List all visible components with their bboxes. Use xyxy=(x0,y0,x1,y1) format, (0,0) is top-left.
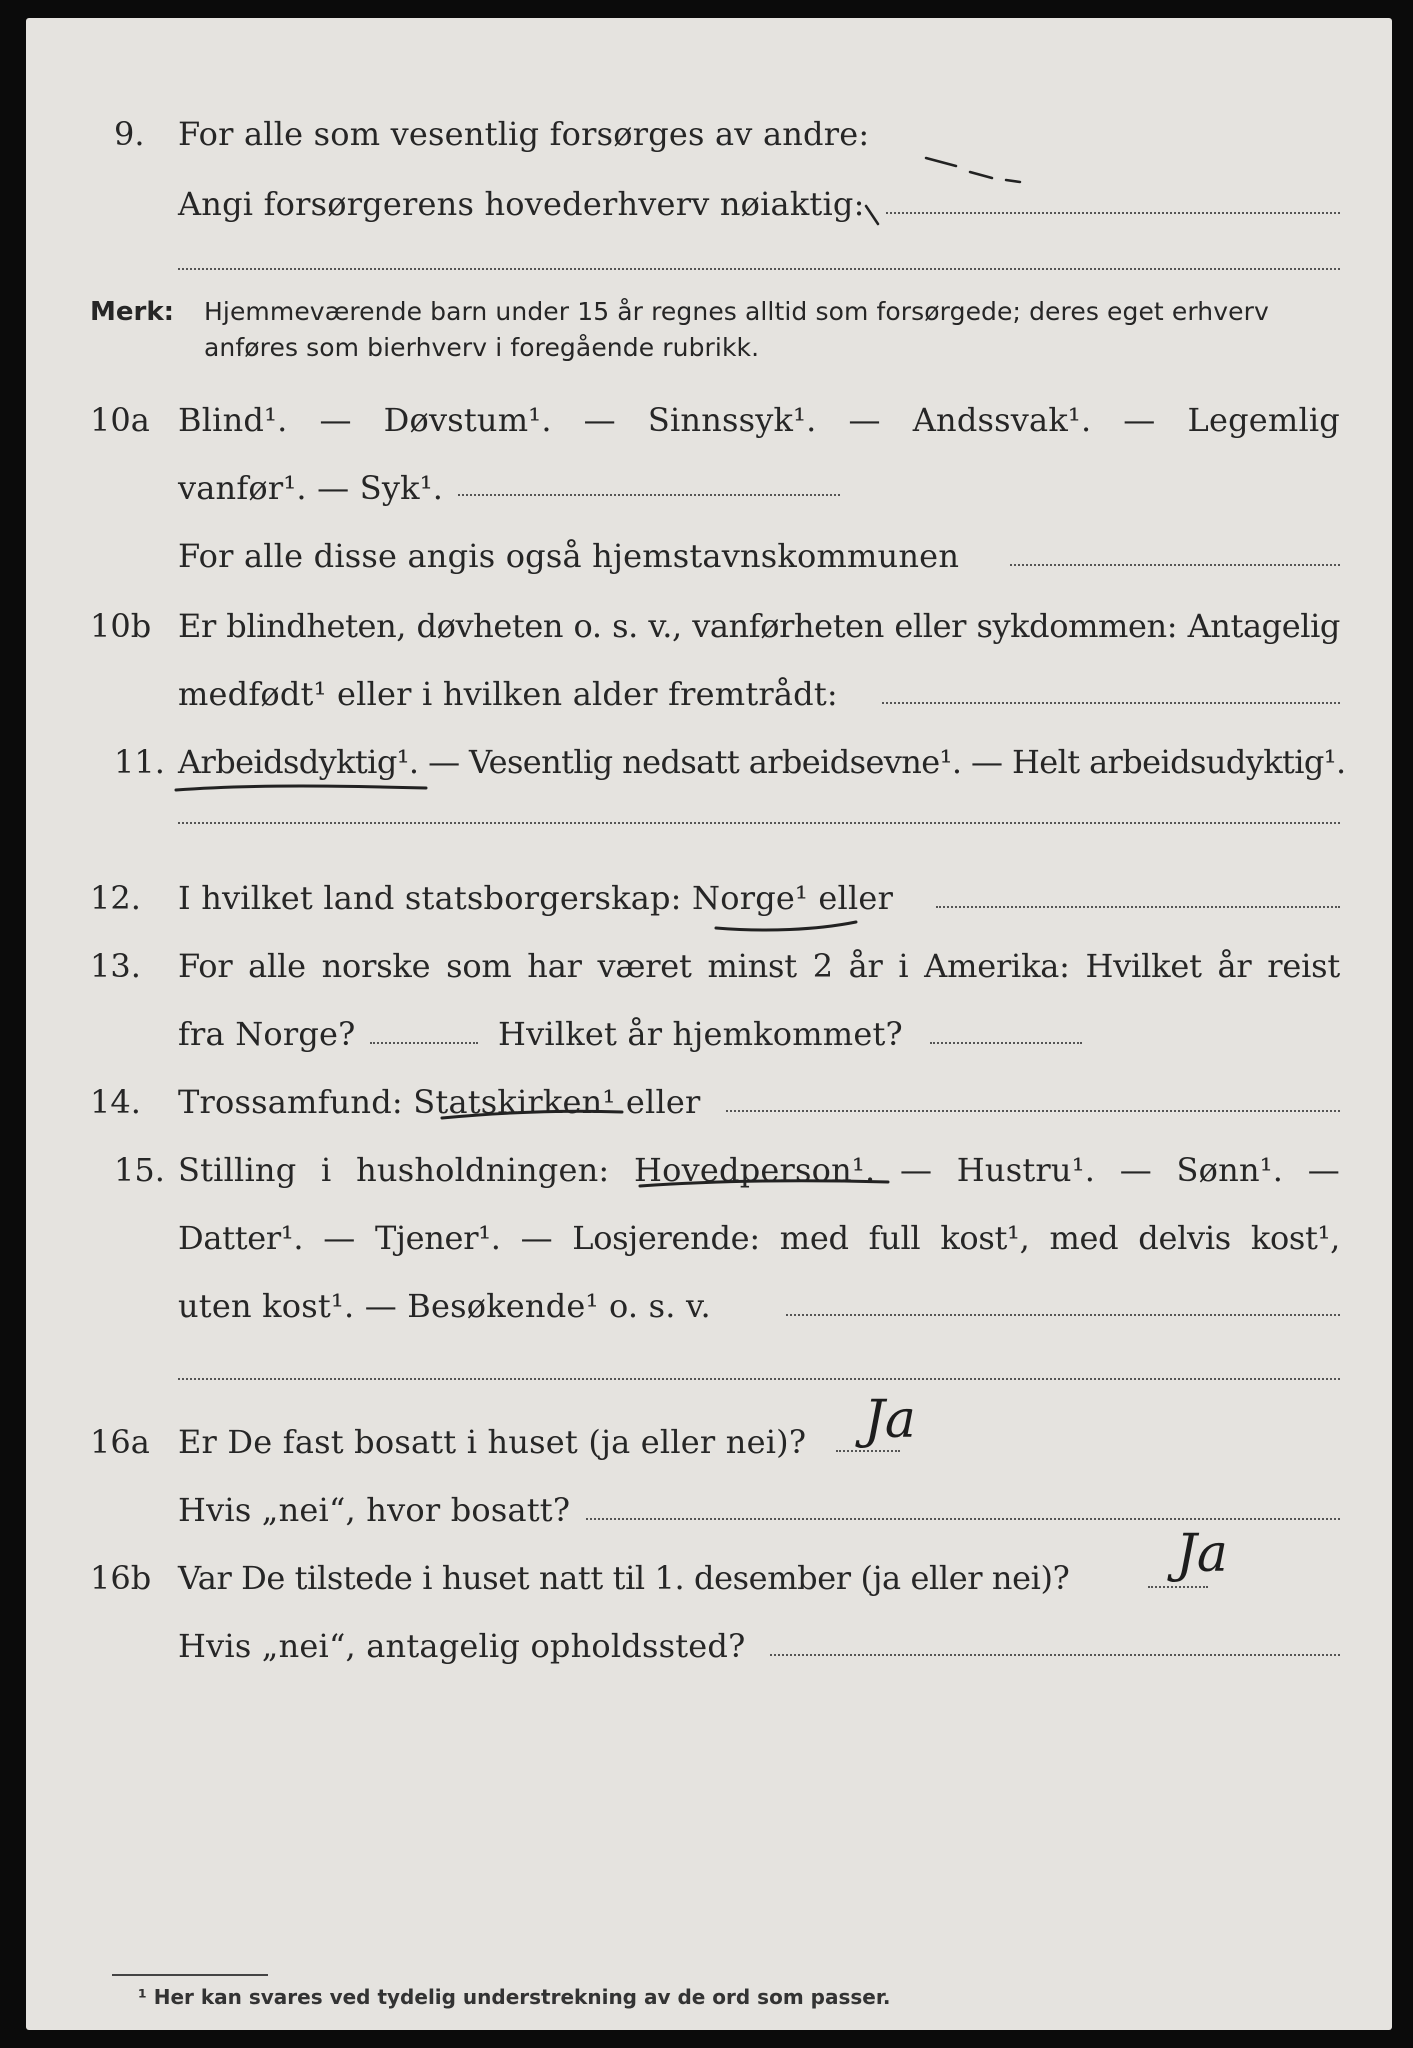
handwritten-answer-16a: Ja xyxy=(864,1390,916,1450)
mark-q9-tick xyxy=(866,206,878,224)
question-13-line-2a: fra Norge? xyxy=(178,1015,356,1053)
census-form-page xyxy=(26,18,1392,2030)
question-10b-line-2: medfødt¹ eller i hvilken alder fremtrådt: xyxy=(178,675,838,713)
question-13-line-2b: Hvilket år hjemkommet? xyxy=(498,1015,903,1053)
question-9-line-1: For alle som vesentlig forsørges av andre: xyxy=(178,115,870,153)
question-16a-line-2: Hvis „nei“, hvor bosatt? xyxy=(178,1491,571,1529)
question-10a-line-1: Blind¹. — Døvstum¹. — Sinnssyk¹. — Andssvak¹. — Legemlig xyxy=(178,401,1340,439)
question-10a-number: 10a xyxy=(90,401,150,439)
question-13-number: 13. xyxy=(90,947,141,985)
underline-norge xyxy=(716,922,856,930)
underline-arbeidsdyktig xyxy=(176,786,426,790)
question-14-line-1: Trossamfund: Statskirken¹ eller xyxy=(178,1083,701,1121)
question-11-line-1: Arbeidsdyktig¹. — Vesentlig nedsatt arbeidsevne¹. — Helt arbeidsudyktig¹. xyxy=(178,743,1346,781)
question-16b-number: 16b xyxy=(90,1559,152,1597)
question-16b-line-1: Var De tilstede i huset natt til 1. desember (ja eller nei)? xyxy=(178,1559,1070,1597)
handwritten-underlines xyxy=(26,18,1392,2030)
question-12-number: 12. xyxy=(90,879,141,917)
question-15-line-2: Datter¹. — Tjener¹. — Losjerende: med full kost¹, med delvis kost¹, xyxy=(178,1219,1340,1257)
question-9-number: 9. xyxy=(114,115,145,153)
question-10b-line-1: Er blindheten, døvheten o. s. v., vanførheten eller sykdommen: Antagelig xyxy=(178,607,1340,645)
question-10b-number: 10b xyxy=(90,607,152,645)
question-15-number: 15. xyxy=(114,1151,165,1189)
note-text: Hjemmeværende barn under 15 år regnes alltid som forsørgede; deres eget erhverv anføres som bierhverv i foregående rubrikk. xyxy=(204,297,1269,362)
question-13-line-1: For alle norske som har været minst 2 år i Amerika: Hvilket år reist xyxy=(178,947,1340,985)
note-label: Merk: xyxy=(90,297,175,327)
question-15-line-3: uten kost¹. — Besøkende¹ o. s. v. xyxy=(178,1287,711,1325)
question-15-line-1: Stilling i husholdningen: Hovedperson¹. — Hustru¹. — Sønn¹. — xyxy=(178,1151,1340,1189)
footnote: ¹ Her kan svares ved tydelig understrekning av de ord som passer. xyxy=(138,1985,891,2009)
question-9-line-2: Angi forsørgerens hovederhverv nøiaktig: xyxy=(178,185,865,223)
question-10a-line-3: For alle disse angis også hjemstavnskommunen xyxy=(178,537,960,575)
underline-statskirken xyxy=(442,1111,622,1118)
handwritten-answer-16b: Ja xyxy=(1176,1524,1228,1584)
question-11-number: 11. xyxy=(114,743,165,781)
question-16a-line-1: Er De fast bosatt i huset (ja eller nei)? xyxy=(178,1423,807,1461)
question-12-line-1: I hvilket land statsborgerskap: Norge¹ eller xyxy=(178,879,894,917)
question-16b-line-2: Hvis „nei“, antagelig opholdssted? xyxy=(178,1627,746,1665)
question-14-number: 14. xyxy=(90,1083,141,1121)
underline-hovedperson xyxy=(640,1181,888,1186)
mark-q9-stroke xyxy=(926,158,1020,182)
question-16a-number: 16a xyxy=(90,1423,150,1461)
question-10a-line-2: vanfør¹. — Syk¹. xyxy=(178,469,444,507)
